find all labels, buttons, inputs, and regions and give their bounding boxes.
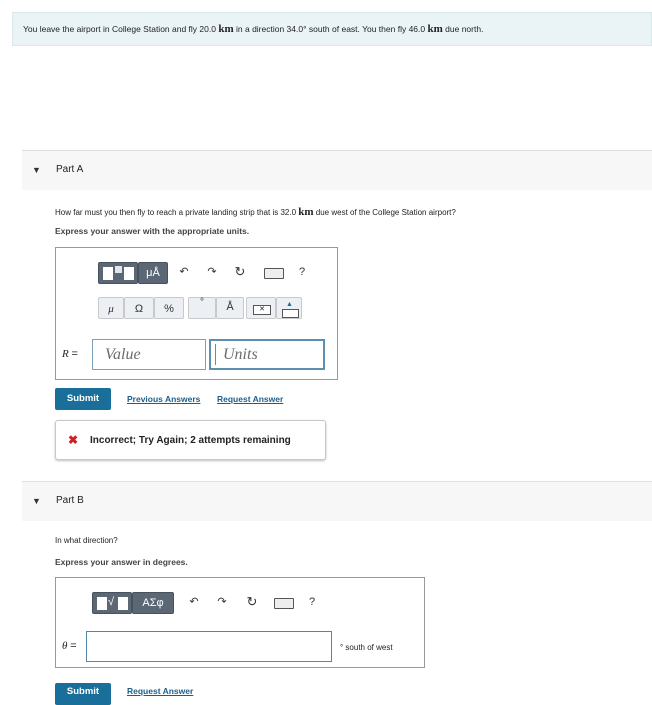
units-placeholder: Units	[223, 346, 258, 363]
request-answer-link[interactable]: Request Answer	[127, 686, 194, 696]
degree-button[interactable]	[188, 297, 216, 319]
text-cursor	[215, 344, 216, 365]
undo-icon[interactable]: ↶	[189, 596, 199, 608]
redo-icon[interactable]: ↷	[217, 596, 227, 608]
part-a-question-unit: km	[298, 206, 314, 218]
part-a-question-1: How far must you then fly to reach a private landing strip that is 32.0	[55, 208, 297, 217]
reset-icon[interactable]: ↻	[246, 594, 258, 609]
help-icon[interactable]: ?	[298, 266, 306, 278]
part-b-question: In what direction?	[55, 536, 118, 545]
equals-sign: =	[71, 348, 78, 360]
keyboard-icon[interactable]	[274, 598, 294, 609]
problem-text-1: You leave the airport in College Station and fly 20.0	[23, 24, 216, 34]
part-a-question	[55, 206, 456, 218]
arrow-up-icon: ▲	[286, 301, 293, 308]
feedback-text: Incorrect; Try Again; 2 attempts remaining	[90, 435, 291, 446]
part-b-title: Part B	[56, 495, 84, 506]
template-box-icon	[124, 267, 134, 280]
variable-theta-label	[62, 640, 77, 652]
part-a-header[interactable]	[22, 150, 652, 190]
variable-r: R	[62, 348, 69, 360]
problem-text-2: in a direction 34.0° south of east. You then fly 46.0	[236, 24, 426, 34]
value-input[interactable]	[92, 339, 206, 370]
theta-input[interactable]	[86, 631, 332, 662]
problem-statement	[12, 12, 652, 46]
percent-button[interactable]	[154, 297, 184, 319]
problem-text	[23, 23, 483, 35]
units-palette-button[interactable]: μÅ	[138, 262, 168, 284]
value-placeholder: Value	[105, 346, 141, 363]
angstrom-symbol: Å	[226, 301, 234, 313]
greek-palette-button[interactable]: ΑΣφ	[132, 592, 174, 614]
part-b-instruction: Express your answer in degrees.	[55, 557, 188, 567]
redo-icon[interactable]: ↷	[207, 266, 217, 278]
part-a-submit-button[interactable]: Submit	[55, 388, 111, 410]
keyboard-icon	[282, 309, 299, 318]
undo-icon[interactable]: ↶	[179, 266, 189, 278]
incorrect-x-icon: ✖	[68, 433, 79, 447]
backspace-icon: ✕	[253, 305, 271, 315]
keyboard-toggle-button[interactable]	[276, 297, 302, 319]
keyboard-icon[interactable]	[264, 268, 284, 279]
template-box-icon	[97, 597, 107, 610]
template-button[interactable]	[98, 262, 138, 284]
previous-answers-link[interactable]: Previous Answers	[127, 394, 201, 404]
reset-icon[interactable]: ↻	[234, 264, 246, 279]
mu-symbol: μ	[108, 303, 114, 315]
problem-text-3: due north.	[445, 24, 484, 34]
variable-r-label	[62, 348, 78, 360]
problem-unit-2: km	[427, 23, 443, 35]
problem-unit-1: km	[218, 23, 234, 35]
degree-symbol: °	[200, 297, 204, 308]
template-box-icon	[103, 267, 113, 280]
part-b-header[interactable]	[22, 481, 652, 521]
unit-suffix: ° south of west	[340, 643, 393, 652]
equals-sign: =	[70, 640, 77, 652]
part-a-title: Part A	[56, 164, 84, 175]
sqrt-icon: √	[108, 596, 115, 608]
collapse-caret-icon[interactable]: ▼	[32, 165, 41, 175]
percent-symbol: %	[164, 303, 174, 315]
request-answer-link[interactable]: Request Answer	[217, 394, 284, 404]
part-b-submit-button[interactable]: Submit	[55, 683, 111, 705]
feedback-box	[55, 420, 326, 460]
units-input[interactable]	[209, 339, 325, 370]
variable-theta: θ	[62, 640, 68, 652]
omega-button[interactable]	[124, 297, 154, 319]
template-box-icon	[118, 597, 128, 610]
backspace-button[interactable]	[246, 297, 276, 319]
part-a-instruction: Express your answer with the appropriate units.	[55, 226, 250, 236]
part-a-question-2: due west of the College Station airport?	[315, 208, 456, 217]
mu-button[interactable]	[98, 297, 124, 319]
collapse-caret-icon[interactable]: ▼	[32, 496, 41, 506]
template-super-icon	[115, 266, 122, 273]
angstrom-button[interactable]	[216, 297, 244, 319]
sqrt-template-button[interactable]	[92, 592, 132, 614]
omega-symbol: Ω	[134, 303, 144, 315]
help-icon[interactable]: ?	[308, 596, 316, 608]
